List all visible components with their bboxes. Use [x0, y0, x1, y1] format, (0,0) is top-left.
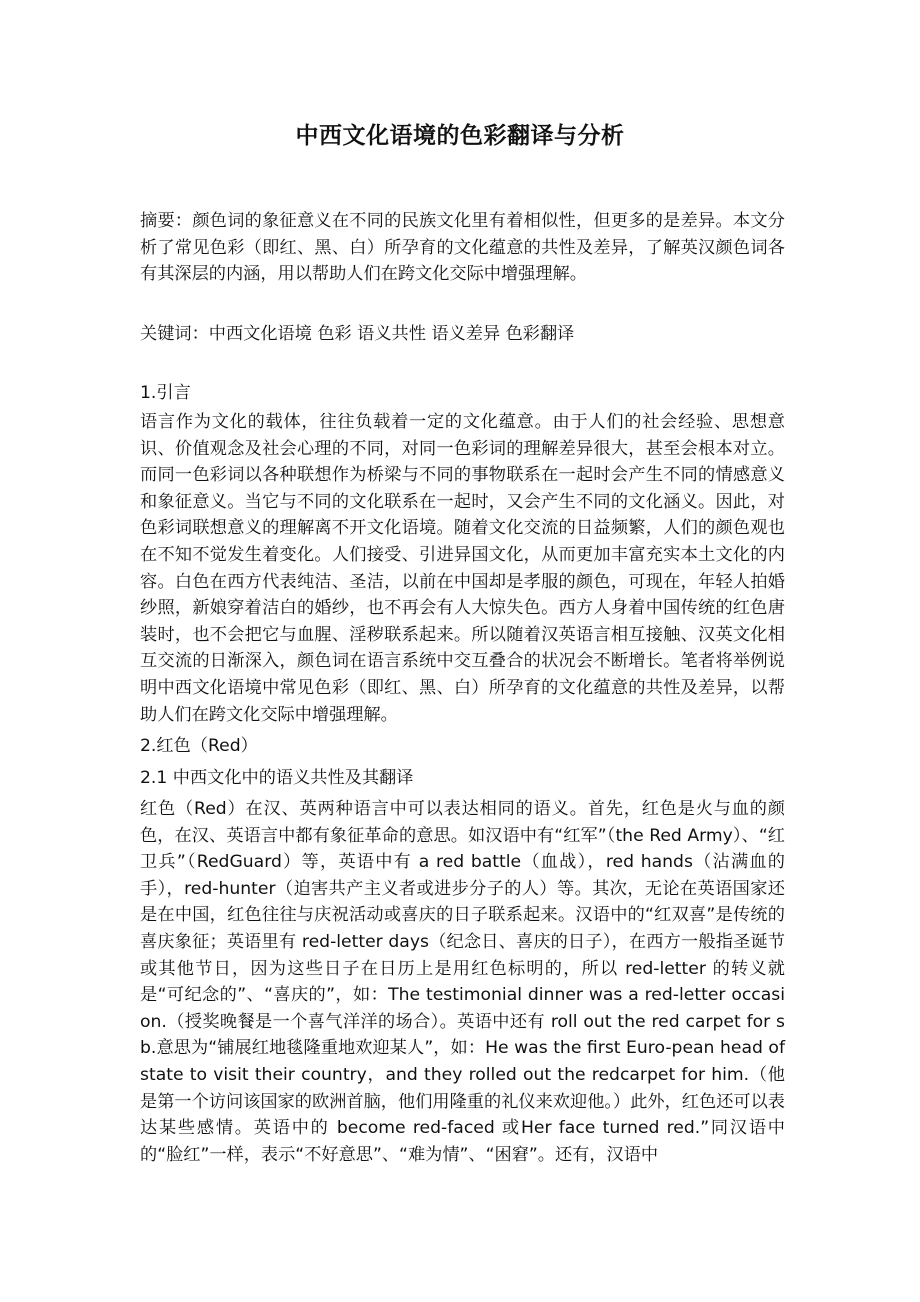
section-1-body: 语言作为文化的载体，往往负载着一定的文化蕴意。由于人们的社会经验、思想意识、价值观念及社会心理的不同，对同一色彩词的理解差异很大，甚至会根本对立。而同一色彩词以各种联想作为桥梁与不同的事物联系在一起时会产生不同的情感意义和象征意义。当它与不同的文化联系在一起时，又会产生不同的文化涵义。因此，对色彩词联想意义的理解离不开文化语境。随着文化交流的日益频繁，人们的颜色观也在不知不觉发生着变化。人们接受、引进异国文化，从而更加丰富充实本土文化的内容。白色在西方代表纯洁、圣洁，以前在中国却是孝服的颜色，可现在，年轻人拍婚纱照，新娘穿着洁白的婚纱，也不再会有人大惊失色。西方人身着中国传统的红色唐装时，也不会把它与血腥、淫秽联系起来。所以随着汉英语言相互接触、汉英文化相互交流的日渐深入，颜色词在语言系统中交互叠合的状况会不断增长。笔者将举例说明中西文化语境中常见色彩（即红、黑、白）所孕育的文化蕴意的共性及差异，以帮助人们在跨文化交际中增强理解。: [140, 412, 785, 725]
section-1-heading: 1.引言: [140, 383, 191, 403]
keywords-line: 关键词：中西文化语境 色彩 语义共性 语义差异 色彩翻译: [140, 324, 575, 344]
section-2-1-body: 红色（Red）在汉、英两种语言中可以表达相同的语义。首先，红色是火与血的颜色，在汉、英语言中都有象征革命的意思。如汉语中有“红军”（the Red Army）、“红卫兵”（RedGuard）等，英语中有 a red battle（血战），red hands（沾满血的手），red-hunter（迫害共产主义者或进步分子的人）等。其次，无论在英语国家还是在中国，红色往往与庆祝活动或喜庆的日子联系起来。汉语中的“红双喜”是传统的喜庆象征；英语里有 red-letter days（纪念日、喜庆的日子），在西方一般指圣诞节或其他节日，因为这些日子在日历上是用红色标明的，所以 red-letter 的转义就是“可纪念的”、“喜庆的”，如：The testimonial dinner was a red-letter occasion.（授奖晚餐是一个喜气洋洋的场合）。英语中还有 roll out the red carpet for sb.意思为“铺展红地毯隆重地欢迎某人”，如：He was the first Euro-pean head of state to visit their country，and they rolled out the redcarpet for him.（他是第一个访问该国家的欧洲首脑，他们用隆重的礼仪来欢迎他。）此外，红色还可以表达某些感情。英语中的 become red-faced 或Her face turned red.”同汉语中的“脸红”一样，表示“不好意思”、“难为情”、“困窘”。还有，汉语中: [140, 799, 785, 1165]
document-title: 中西文化语境的色彩翻译与分析: [295, 123, 625, 149]
section-2-1-heading: 2.1 中西文化中的语义共性及其翻译: [140, 768, 414, 788]
section-2-heading: 2.红色（Red）: [140, 736, 258, 756]
abstract-paragraph: 摘要：颜色词的象征意义在不同的民族文化里有着相似性，但更多的是差异。本文分析了常见色彩（即红、黑、白）所孕育的文化蕴意的共性及差异，了解英汉颜色词各有其深层的内涵，用以帮助人们在跨文化交际中增强理解。: [140, 211, 785, 285]
